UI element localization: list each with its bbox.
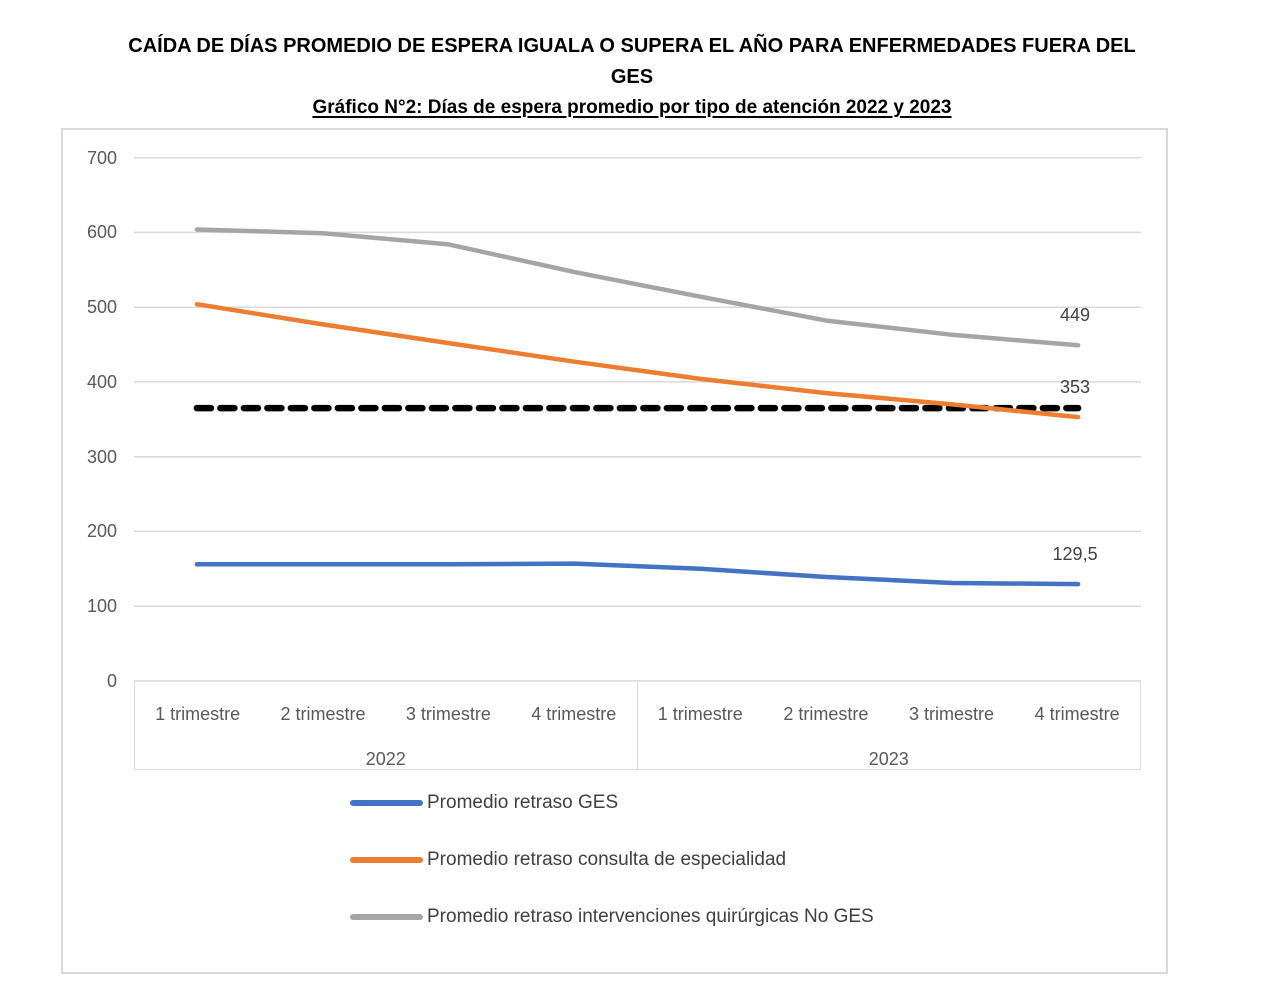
x-tick-2023-q3: 3 trimestre	[909, 704, 995, 725]
series-line-0	[197, 564, 1078, 585]
x-tick-2022-q4: 4 trimestre	[531, 704, 617, 725]
y-tick-700: 700	[86, 147, 117, 168]
legend-swatch-2	[350, 914, 423, 920]
year-label-2023: 2023	[868, 748, 909, 769]
plot-svg	[63, 130, 1166, 972]
y-tick-0: 0	[106, 670, 117, 691]
y-tick-600: 600	[86, 222, 117, 243]
legend-item-1	[350, 847, 786, 873]
y-tick-200: 200	[86, 521, 117, 542]
gridlines	[134, 158, 1141, 681]
chart-subtitle	[0, 97, 1264, 119]
legend-label-2: Promedio retraso intervenciones quirúrgicas No GES	[427, 906, 874, 927]
category-group-2023	[638, 681, 1142, 769]
category-group-2022	[134, 681, 638, 769]
legend-item-0	[350, 790, 618, 816]
data-label-series-2: 449	[1060, 305, 1091, 326]
series-line-1	[197, 304, 1078, 417]
y-tick-400: 400	[86, 371, 117, 392]
x-axis	[134, 681, 1141, 770]
data-label-series-0: 129,5	[1052, 544, 1098, 565]
legend-item-2	[350, 904, 874, 930]
legend-label-1: Promedio retraso consulta de especialidad	[427, 849, 787, 870]
page-title-line-1: CAÍDA DE DÍAS PROMEDIO DE ESPERA IGUALA O SUPERA EL AÑO PARA ENFERMEDADES FUERA DEL	[128, 35, 1136, 57]
chart-area	[61, 128, 1168, 974]
data-label-series-1: 353	[1060, 377, 1091, 398]
chart-subtitle-text: Gráfico N°2: Días de espera promedio por tipo de atención 2022 y 2023	[312, 97, 952, 118]
legend-swatch-1	[350, 857, 423, 863]
legend-swatch-0	[350, 800, 423, 806]
page-title-line-2: GES	[610, 66, 654, 88]
y-tick-100: 100	[86, 596, 117, 617]
x-tick-2022-q3: 3 trimestre	[405, 704, 491, 725]
y-tick-500: 500	[86, 297, 117, 318]
y-tick-300: 300	[86, 446, 117, 467]
x-tick-2022-q2: 2 trimestre	[280, 704, 366, 725]
x-tick-2023-q4: 4 trimestre	[1034, 704, 1120, 725]
x-tick-2023-q1: 1 trimestre	[657, 704, 743, 725]
legend-label-0: Promedio retraso GES	[427, 792, 619, 813]
x-tick-2023-q2: 2 trimestre	[783, 704, 869, 725]
x-tick-2022-q1: 1 trimestre	[155, 704, 241, 725]
series-line-2	[197, 230, 1078, 346]
year-label-2022: 2022	[365, 748, 406, 769]
page-title	[0, 31, 1264, 93]
